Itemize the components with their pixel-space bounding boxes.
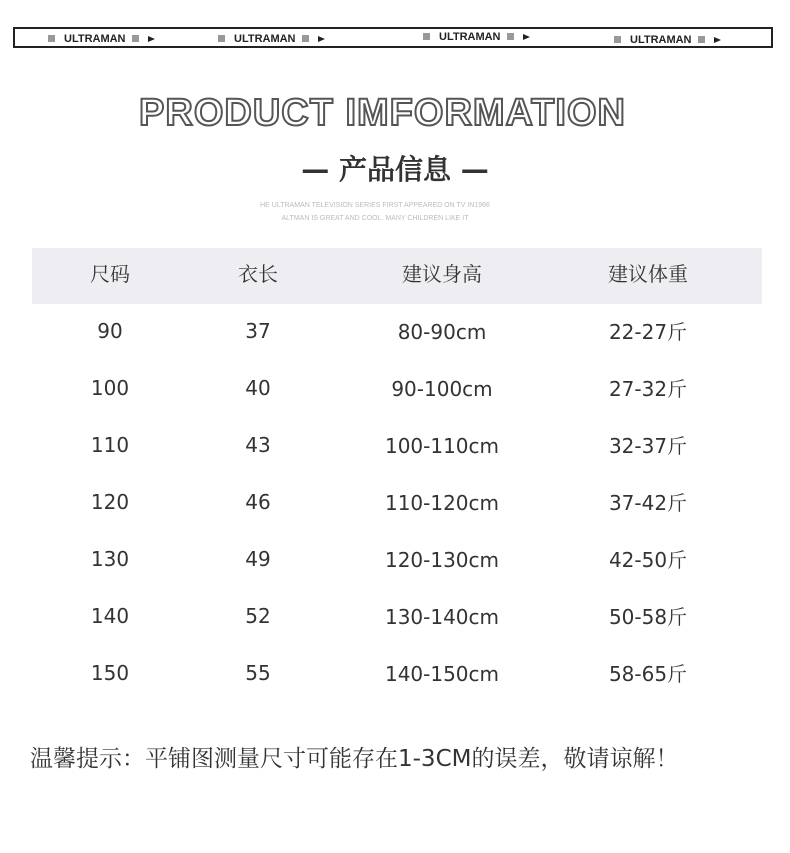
length-cell: 55 — [245, 661, 271, 685]
height-cell: 120-130cm — [384, 548, 500, 572]
play-arrow-icon — [148, 36, 155, 42]
banner-item — [614, 33, 721, 46]
brand-banner — [13, 27, 773, 48]
length-cell: 40 — [245, 376, 271, 400]
column-header-length: 衣长 — [238, 262, 278, 286]
play-arrow-icon — [318, 36, 325, 42]
column-header-height: 建议身高 — [402, 262, 482, 286]
length-cell: 52 — [245, 604, 271, 628]
column-header-weight: 建议体重 — [608, 262, 688, 286]
square-icon — [218, 35, 225, 42]
size-cell: 110 — [90, 433, 130, 457]
size-cell: 120 — [90, 490, 130, 514]
length-cell: 43 — [245, 433, 271, 457]
banner-label: ULTRAMAN — [630, 33, 692, 46]
square-icon — [614, 36, 621, 43]
square-icon — [48, 35, 55, 42]
weight-cell: 58-65斤 — [608, 662, 688, 686]
page-title-chinese: — 产品信息 — — [301, 153, 489, 186]
square-icon — [302, 35, 309, 42]
subtitle-line: HE ULTRAMAN TELEVISION SERIES FIRST APPEARED ON TV IN1966 — [260, 202, 490, 209]
size-cell: 90 — [97, 319, 123, 343]
size-cell: 130 — [90, 547, 130, 571]
height-cell: 110-120cm — [384, 491, 500, 515]
length-cell: 37 — [245, 319, 271, 343]
square-icon — [132, 35, 139, 42]
size-cell: 100 — [90, 376, 130, 400]
height-cell: 140-150cm — [384, 662, 500, 686]
banner-label: ULTRAMAN — [439, 30, 501, 43]
measurement-note: 温馨提示：平铺图测量尺寸可能存在1-3CM的误差，敬请谅解！ — [30, 746, 679, 772]
height-cell: 130-140cm — [384, 605, 500, 629]
weight-cell: 37-42斤 — [608, 491, 688, 515]
square-icon — [423, 33, 430, 40]
length-cell: 46 — [245, 490, 271, 514]
square-icon — [507, 33, 514, 40]
size-cell: 140 — [90, 604, 130, 628]
page-title-english: PRODUCT IMFORMATION — [139, 92, 626, 134]
banner-label: ULTRAMAN — [64, 32, 126, 45]
weight-cell: 22-27斤 — [608, 320, 688, 344]
banner-item — [423, 30, 530, 43]
height-cell: 100-110cm — [384, 434, 500, 458]
subtitle-line: ALTMAN IS GREAT AND COOL. MANY CHILDREN LIKE IT — [281, 215, 469, 222]
weight-cell: 32-37斤 — [608, 434, 688, 458]
banner-label: ULTRAMAN — [234, 32, 296, 45]
square-icon — [698, 36, 705, 43]
height-cell: 80-90cm — [397, 320, 487, 344]
column-header-size: 尺码 — [90, 262, 130, 286]
length-cell: 49 — [245, 547, 271, 571]
play-arrow-icon — [523, 34, 530, 40]
weight-cell: 42-50斤 — [608, 548, 688, 572]
banner-item — [218, 32, 325, 45]
height-cell: 90-100cm — [391, 377, 493, 401]
weight-cell: 27-32斤 — [608, 377, 688, 401]
banner-item — [48, 32, 155, 45]
size-cell: 150 — [90, 661, 130, 685]
weight-cell: 50-58斤 — [608, 605, 688, 629]
play-arrow-icon — [714, 37, 721, 43]
